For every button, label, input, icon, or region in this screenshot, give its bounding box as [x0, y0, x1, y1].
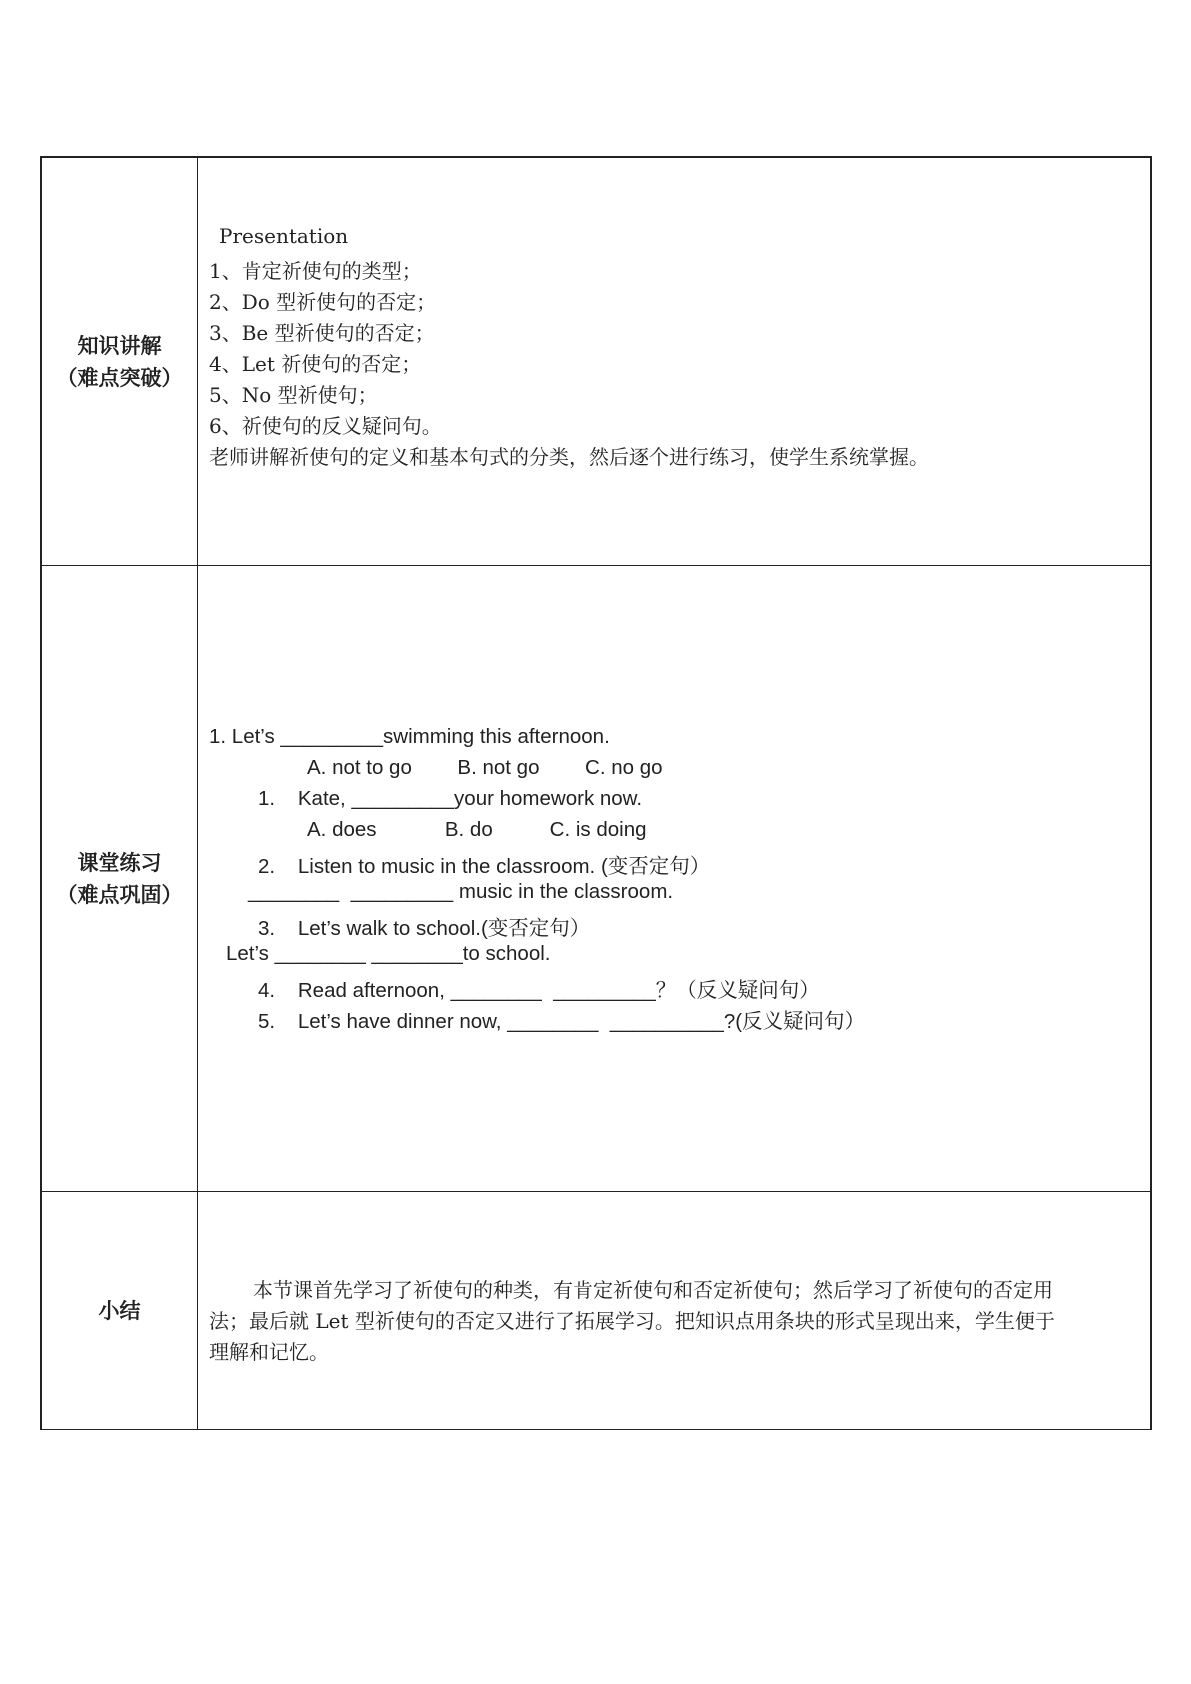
section-label-sub: （难点巩固） — [56, 882, 183, 907]
section-label — [42, 1192, 198, 1430]
summary-line: 理解和记忆。 — [209, 1340, 329, 1364]
exercise-line: 5. Let’s have dinner now, ________ __________?(反义疑问句） — [258, 1010, 866, 1033]
section-knowledge — [42, 158, 1150, 566]
content-line: 老师讲解祈使句的定义和基本句式的分类，然后逐个进行练习，使学生系统掌握。 — [209, 445, 929, 469]
section-summary — [42, 1192, 1150, 1430]
lesson-table — [40, 156, 1152, 1430]
content-line: 1、肯定祈使句的类型； — [209, 259, 422, 283]
summary-line: 本节课首先学习了祈使句的种类，有肯定祈使句和否定祈使句；然后学习了祈使句的否定用 — [253, 1278, 1053, 1302]
exercise-line: 3. Let’s walk to school.(变否定句） — [258, 917, 591, 940]
section-content — [198, 1192, 1150, 1430]
exercise-line: 1. Let’s _________swimming this afternoon. — [209, 725, 610, 748]
section-label-main: 知识讲解 — [77, 333, 162, 358]
content-line: 6、祈使句的反义疑问句。 — [209, 414, 442, 438]
section-label-sub: （难点突破） — [56, 365, 183, 390]
section-content — [198, 158, 1150, 565]
section-label-main: 课堂练习 — [77, 850, 162, 875]
exercise-line: 1. Kate, _________your homework now. — [258, 787, 643, 810]
exercise-options: A. not to go B. not go C. no go — [307, 756, 663, 779]
exercise-line: 4. Read afternoon, ________ _________？（反义疑问句） — [258, 979, 820, 1002]
content-line: 5、No 型祈使句； — [209, 383, 378, 407]
exercise-answer-blank: Let’s ________ ________to school. — [226, 942, 551, 965]
exercise-line: 2. Listen to music in the classroom. (变否定句） — [258, 855, 711, 878]
section-label-main: 小结 — [98, 1299, 141, 1323]
section-content — [198, 566, 1150, 1191]
section-label — [42, 566, 198, 1191]
summary-line: 法；最后就 Let 型祈使句的否定又进行了拓展学习。把知识点用条块的形式呈现出来，学生便于 — [209, 1309, 1055, 1333]
content-line: 4、Let 祈使句的否定； — [209, 352, 422, 376]
section-label — [42, 158, 198, 565]
content-line: 2、Do 型祈使句的否定； — [209, 290, 437, 314]
exercise-answer-blank: ________ _________ music in the classroom. — [248, 880, 674, 903]
content-line: 3、Be 型祈使句的否定； — [209, 321, 435, 345]
section-practice — [42, 566, 1150, 1192]
exercise-options: A. does B. do C. is doing — [307, 818, 647, 841]
content-line: Presentation — [219, 224, 349, 248]
